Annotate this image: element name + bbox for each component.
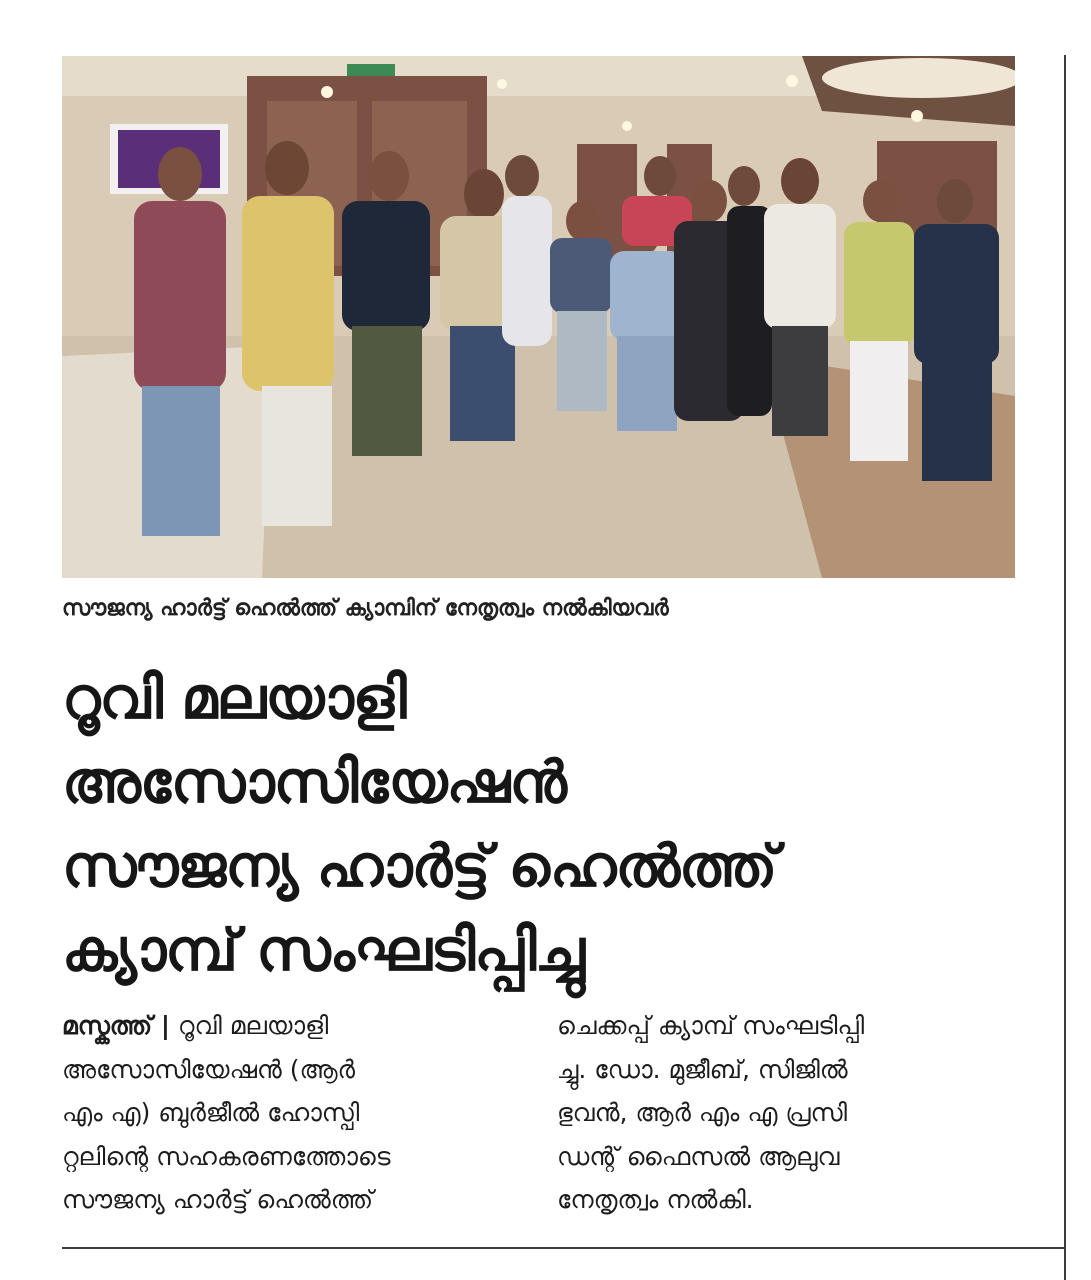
article-line: നേതൃത്വം നൽകി. <box>557 1185 754 1214</box>
headline <box>62 656 1022 992</box>
headline-line: റൂവി മലയാളി <box>62 664 406 732</box>
headline-line: അസോസിയേഷൻ <box>62 748 566 816</box>
photo-caption: സൗജന്യ ഹാർട്ട് ഹെൽത്ത് ക്യാമ്പിന് നേതൃത്വം നൽകിയവർ <box>62 596 669 621</box>
article-line: ഭുവൻ, ആർ എം എ പ്രസി <box>557 1098 848 1127</box>
article-line: ഡന്റ് ഫൈസൽ ആലുവ <box>557 1141 840 1171</box>
headline-line: സൗജന്യ ഹാർട്ട് ഹെൽത്ത് <box>62 832 777 900</box>
article-column-1 <box>62 1004 522 1222</box>
article-line: റ്റലിന്റെ സഹകരണത്തോടെ <box>62 1141 391 1171</box>
article-line-text: റൂവി മലയാളി <box>177 1011 329 1040</box>
article-line <box>62 1004 522 1048</box>
article-line: സൗജന്യ ഹാർട്ട് ഹെൽത്ത് <box>62 1185 374 1214</box>
group-photo <box>62 56 1015 578</box>
article-line: അസോസിയേഷൻ (ആർ <box>62 1054 356 1084</box>
article-line: എം എ) ബുർജീൽ ഹോസ്പി <box>62 1098 360 1127</box>
article-line: ചെക്കപ്പ് ക്യാമ്പ് സംഘടിപ്പി <box>557 1011 865 1040</box>
article-line: ച്ചു. ഡോ. മുജീബ്, സിജിൽ <box>557 1054 848 1084</box>
dateline: മസ്കത്ത് | <box>62 1011 170 1040</box>
article-column-2 <box>557 1004 1017 1222</box>
headline-line: ക്യാമ്പ് സംഘടിപ്പിച്ചു <box>62 916 584 984</box>
column-rule-bottom <box>62 1247 1064 1249</box>
column-rule-right <box>1064 55 1066 1280</box>
